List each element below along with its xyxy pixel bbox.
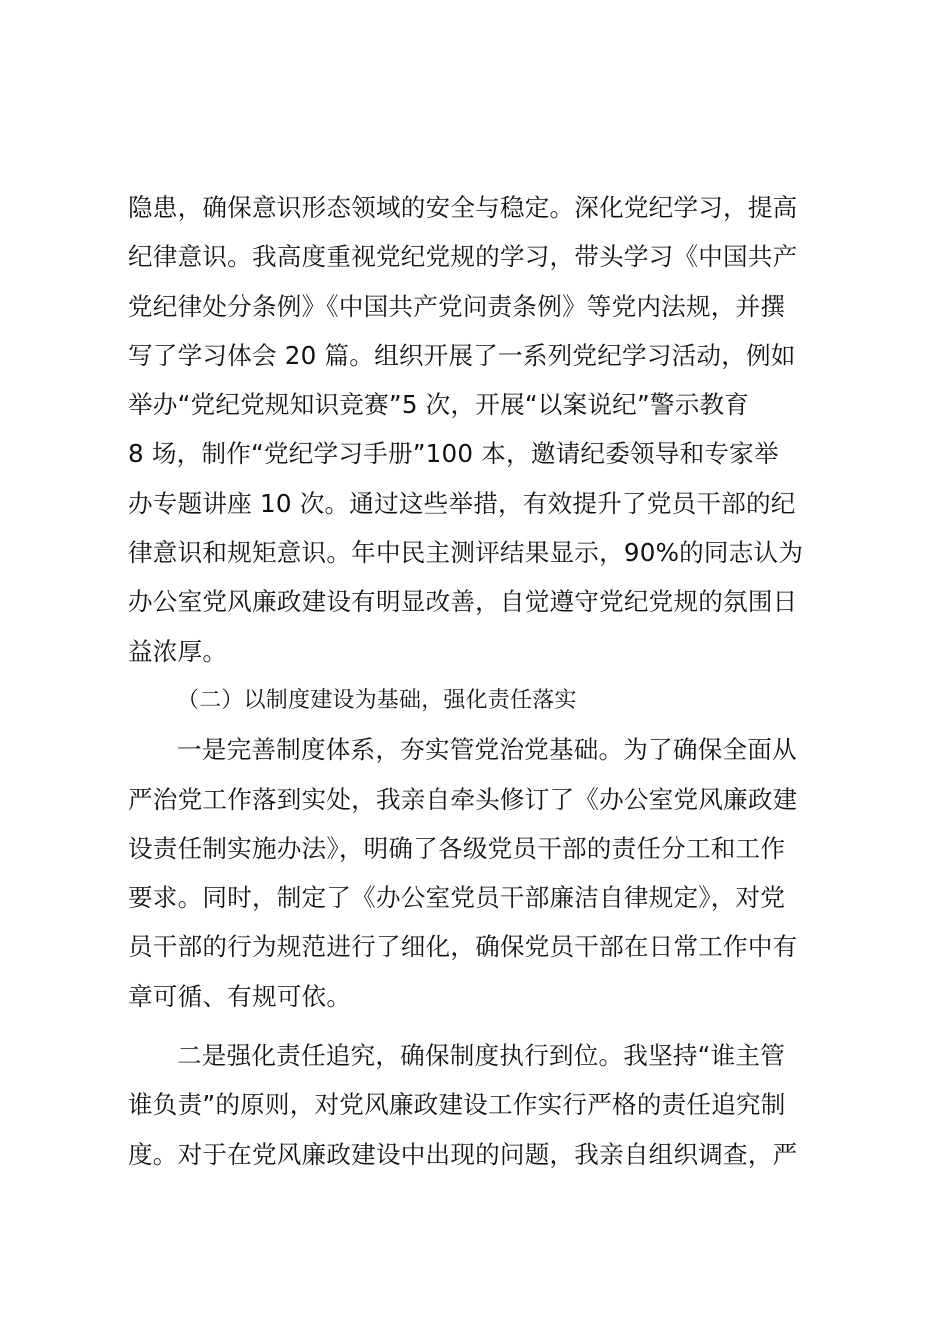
text-line: 纪律意识。我高度重视党纪党规的学习，带头学习《中国共产 [128, 242, 798, 272]
section-heading: （二）以制度建设为基础，强化责任落实 [177, 687, 577, 713]
text-line: 要求。同时，制定了《办公室党员干部廉洁自律规定》，对党 [128, 883, 786, 913]
text-line: 党纪律处分条例》《中国共产党问责条例》等党内法规，并撰 [128, 291, 786, 321]
text-line: 度。对于在党风廉政建设中出现的问题，我亲自组织调查，严 [128, 1139, 798, 1169]
text-line: 设责任制实施办法》，明确了各级党员干部的责任分工和工作 [128, 833, 786, 863]
text-line: 章可循、有规可依。 [128, 981, 352, 1011]
paragraph-first-line: 一是完善制度体系，夯实管党治党基础。为了确保全面从 [177, 735, 797, 765]
text-line: 谁负责”的原则，对党风廉政建设工作实行严格的责任追究制 [128, 1090, 786, 1120]
text-line: 写了学习体会 20 篇。组织开展了一系列党纪学习活动，例如 [128, 340, 796, 370]
text-line: 隐患，确保意识形态领域的安全与稳定。深化党纪学习，提高 [128, 193, 798, 222]
text-line: 办公室党风廉政建设有明显改善，自觉遵守党纪党规的氛围日 [128, 587, 798, 617]
text-line: 举办“党纪党规知识竞赛”5 次，开展“以案说纪”警示教育 [128, 390, 750, 420]
paragraph-first-line: 二是强化责任追究，确保制度执行到位。我坚持“谁主管 [177, 1041, 785, 1071]
document-body [128, 183, 832, 1179]
text-line: 办专题讲座 10 次。通过这些举措，有效提升了党员干部的纪 [128, 488, 796, 518]
text-line: 益浓厚。 [128, 636, 228, 666]
text-line: 律意识和规矩意识。年中民主测评结果显示，90%的同志认为 [128, 538, 804, 568]
text-line: 8 场，制作“党纪学习手册”100 本，邀请纪委领导和专家举 [128, 439, 779, 469]
text-line: 员干部的行为规范进行了细化，确保党员干部在日常工作中有 [128, 932, 798, 962]
text-line: 严治党工作落到实处，我亲自牵头修订了《办公室党风廉政建 [128, 784, 798, 814]
